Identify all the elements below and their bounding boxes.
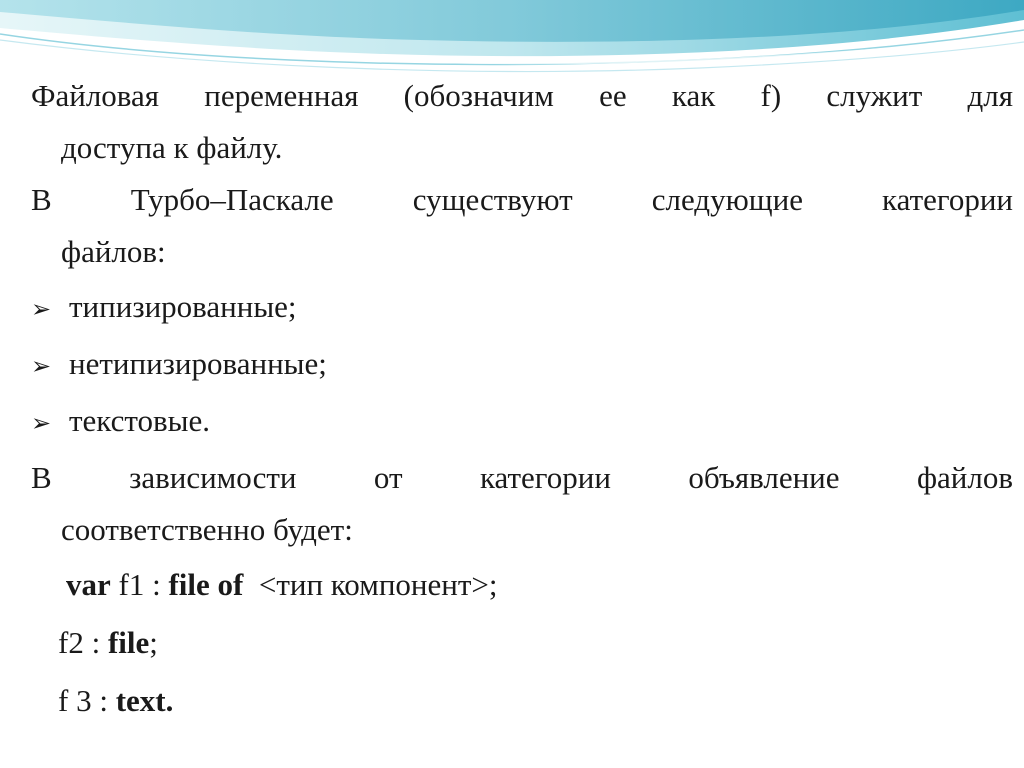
code-line-f1: [66, 565, 498, 605]
code-line-f3: [58, 681, 173, 721]
code-type: <тип компонент>;: [243, 567, 498, 602]
paragraph-line: В Турбо–Паскале существуют следующие категории: [31, 182, 1013, 217]
code-identifier: f1 :: [110, 567, 169, 602]
bullet-text: текстовые.: [69, 403, 210, 438]
bullet-text: нетипизированные;: [69, 346, 327, 381]
bullet-item: [31, 344, 327, 386]
paragraph-categories-intro: [31, 174, 1013, 278]
keyword-file-of: file of: [168, 567, 244, 602]
paragraph-line: соответственно будет:: [61, 512, 353, 547]
paragraph-line: файлов:: [61, 234, 166, 269]
keyword-file: file: [107, 625, 150, 660]
bullet-text: типизированные;: [69, 289, 297, 324]
arrow-bullet-icon: ➢: [31, 352, 52, 380]
paragraph-line: Файловая переменная (обозначим ее как f) служит для: [31, 78, 1013, 113]
keyword-var: var: [66, 567, 111, 602]
code-identifier: f2 :: [58, 625, 108, 660]
paragraph-line: В зависимости от категории объявление файлов: [31, 460, 1013, 495]
bullet-item: [31, 287, 297, 329]
code-terminator: ;: [149, 625, 158, 660]
paragraph-file-variable: [31, 70, 1013, 174]
arrow-bullet-icon: ➢: [31, 409, 52, 437]
bullet-item: [31, 401, 210, 443]
keyword-text: text.: [115, 683, 174, 718]
paragraph-declaration-intro: [31, 452, 1013, 556]
code-identifier: f 3 :: [58, 683, 116, 718]
code-line-f2: [58, 623, 158, 663]
paragraph-line: доступа к файлу.: [61, 130, 283, 165]
arrow-bullet-icon: ➢: [31, 295, 52, 323]
